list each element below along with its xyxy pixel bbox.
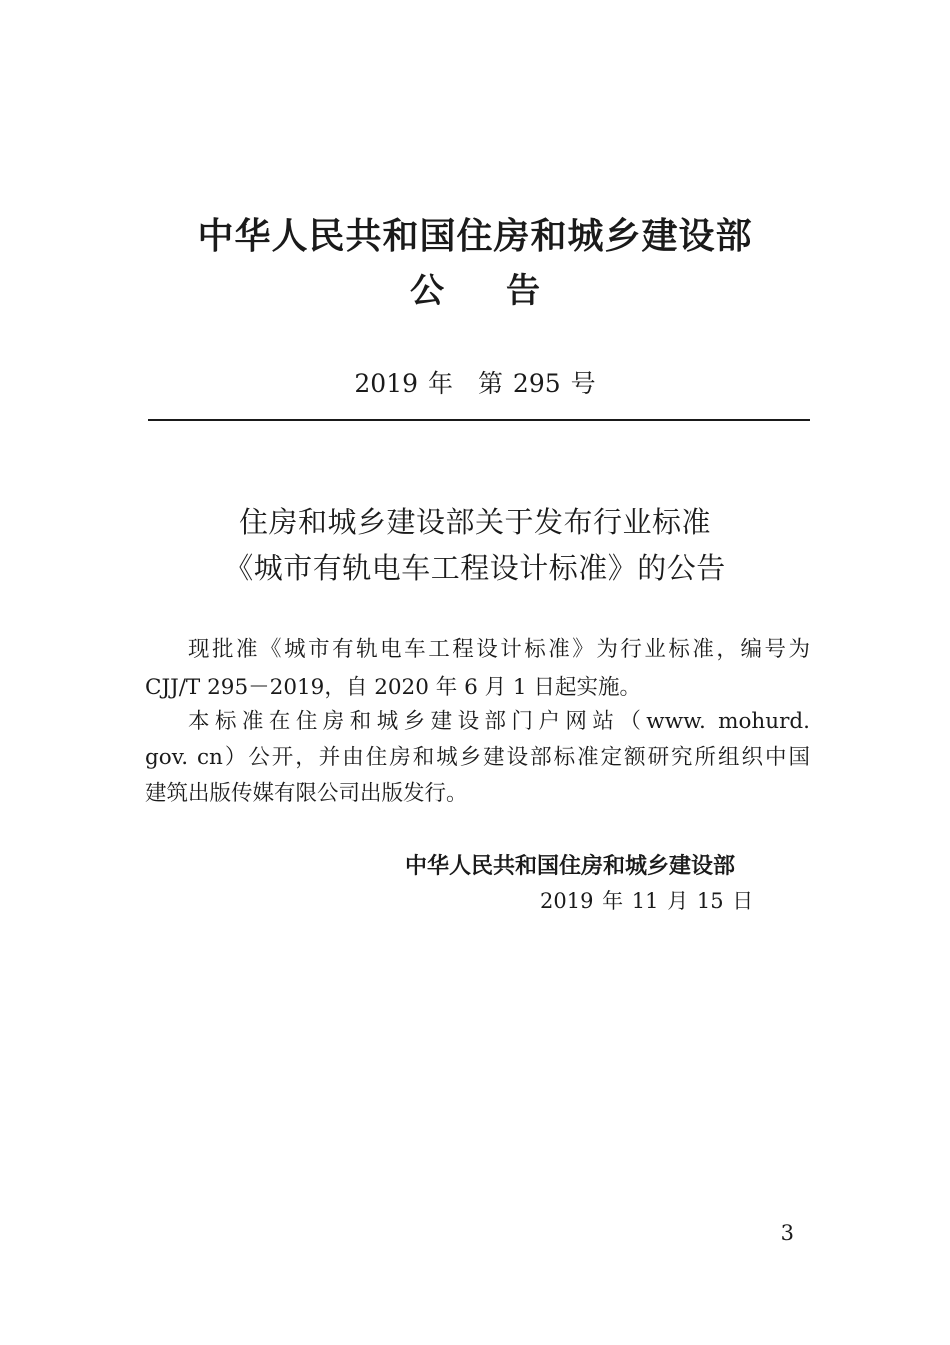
- announcement-title-line-1: 住房和城乡建设部关于发布行业标准: [238, 505, 711, 539]
- paragraph-1-line-2: CJJ/T 295－2019，自 2020 年 6 月 1 日起实施。: [145, 675, 641, 700]
- issuer-heading: 中华人民共和国住房和城乡建设部: [197, 216, 753, 257]
- announcement-title-line-2: 《城市有轨电车工程设计标准》的公告: [224, 551, 726, 585]
- document-number: 2019 年 第 295 号: [354, 369, 596, 398]
- signing-organization: 中华人民共和国住房和城乡建设部: [405, 854, 736, 879]
- paragraph-2-line-2: gov. cn）公开，并由住房和城乡建设部标准定额研究所组织中国: [145, 745, 810, 770]
- paragraph-1-line-1: 现批准《城市有轨电车工程设计标准》为行业标准，编号为: [188, 637, 810, 662]
- signing-date: 2019 年 11 月 15 日: [540, 889, 754, 913]
- page-number: 3: [780, 1221, 794, 1245]
- paragraph-2-line-1: 本标准在住房和城乡建设部门户网站（www. mohurd.: [188, 709, 810, 734]
- document-type-heading: 公告: [410, 271, 602, 311]
- header-divider: [148, 419, 810, 421]
- paragraph-2-line-3: 建筑出版传媒有限公司出版发行。: [145, 781, 468, 806]
